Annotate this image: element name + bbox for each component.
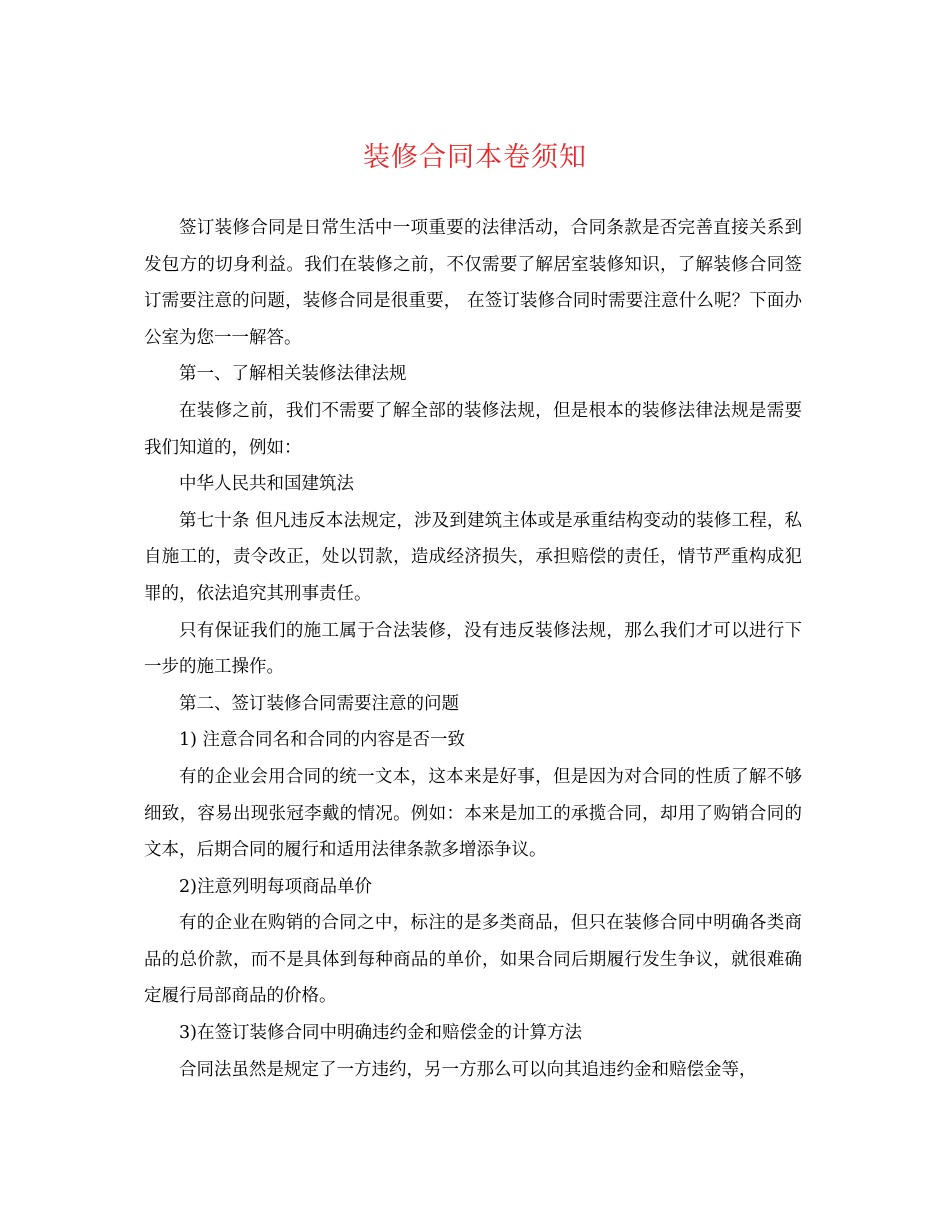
document-title: 装修合同本卷须知: [363, 142, 587, 173]
law-article-70: 第七十条 但凡违反本法规定，涉及到建筑主体或是承重结构变动的装修工程，私自施工的，责令改正，处以罚款，造成经济损失，承担赔偿的责任，情节严重构成犯罪的，依法追究其刑事责任。: [144, 510, 802, 604]
paragraph: 合同法虽然是规定了一方违约，另一方那么可以向其追违约金和赔偿金等，: [179, 1059, 757, 1080]
paragraph: 有的企业在购销的合同之中，标注的是多类商品，但只在装修合同中明确各类商品的总价款，而不是具体到每种商品的单价，如果合同后期履行发生争议，就很难确定履行局部商品的价格。: [144, 913, 802, 1007]
paragraph-intro: 签订装修合同是日常生活中一项重要的法律活动，合同条款是否完善直接关系到发包方的切身利益。我们在装修之前，不仅需要了解居室装修知识，了解装修合同签订需要注意的问题，装修合同是很重要， 在签订装修合同时需要注意什么呢？下面办公室为您一一解答。: [144, 218, 802, 348]
paragraph: 只有保证我们的施工属于合法装修，没有违反装修法规，那么我们才可以进行下一步的施工操作。: [144, 620, 802, 678]
subheading-3: 3)在签订装修合同中明确违约金和赔偿金的计算方法: [179, 1023, 582, 1044]
subheading-1: 1) 注意合同名和合同的内容是否一致: [179, 730, 466, 751]
law-name: 中华人民共和国建筑法: [179, 474, 354, 495]
paragraph: 在装修之前，我们不需要了解全部的装修法规，但是根本的装修法律法规是需要我们知道的，例如：: [144, 400, 802, 458]
document-body: [144, 210, 802, 1088]
paragraph: 有的企业会用合同的统一文本，这本来是好事，但是因为对合同的性质了解不够细致，容易出现张冠李戴的情况。例如：本来是加工的承揽合同，却用了购销合同的文本，后期合同的履行和适用法律条款多增添争议。: [144, 766, 802, 861]
subheading-2: 2)注意列明每项商品单价: [179, 876, 372, 897]
section-heading-1: 第一、了解相关装修法律法规: [179, 364, 407, 385]
section-heading-2: 第二、签订装修合同需要注意的问题: [179, 693, 459, 714]
